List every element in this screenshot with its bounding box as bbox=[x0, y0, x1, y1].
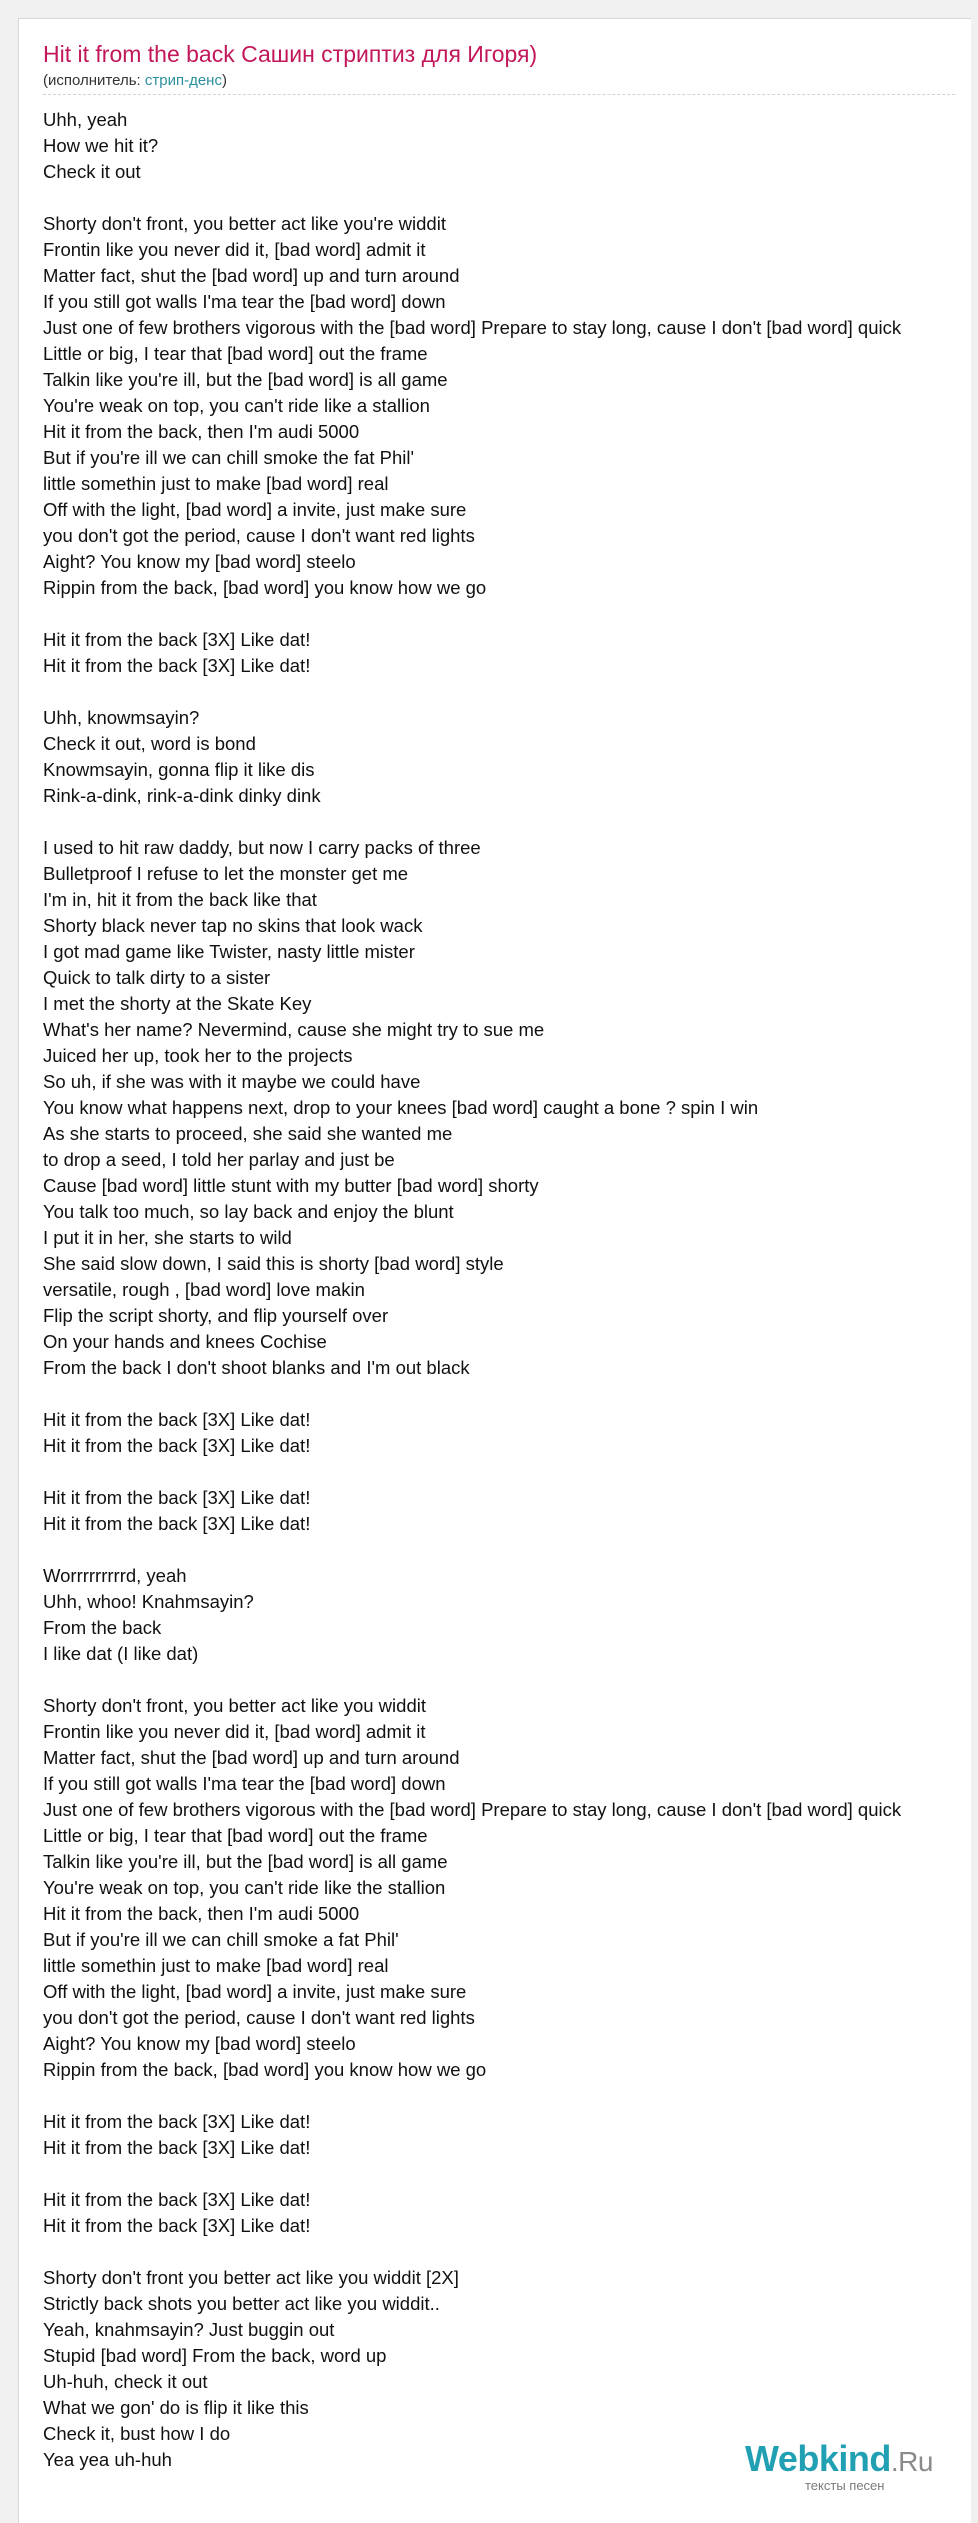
lyric-line: Little or big, I tear that [bad word] out the frame bbox=[43, 1825, 428, 1846]
lyric-line: Just one of few brothers vigorous with the [bad word] Prepare to stay long, cause I don't [bad word] quick bbox=[43, 317, 902, 338]
lyric-line: How we hit it? bbox=[43, 135, 159, 156]
lyric-line: From the back bbox=[43, 1617, 162, 1638]
lyric-line: you don't got the period, cause I don't want red lights bbox=[43, 2007, 475, 2028]
lyric-line: Hit it from the back [3X] Like dat! bbox=[43, 629, 311, 650]
lyric-line: Hit it from the back, then I'm audi 5000 bbox=[43, 1903, 360, 1924]
logo-wordmark bbox=[745, 2438, 933, 2480]
lyric-line: From the back I don't shoot blanks and I'm out black bbox=[43, 1357, 470, 1378]
stanza-break bbox=[43, 679, 901, 705]
lyric-line: But if you're ill we can chill smoke a fat Phil' bbox=[43, 1929, 399, 1950]
logo-tld: .Ru bbox=[890, 2446, 933, 2477]
stanza-break bbox=[43, 2161, 901, 2187]
lyric-line: Uhh, whoo! Knahmsayin? bbox=[43, 1591, 254, 1612]
lyric-line: Off with the light, [bad word] a invite, just make sure bbox=[43, 1981, 467, 2002]
lyric-line: Shorty don't front, you better act like you're widdit bbox=[43, 213, 446, 234]
artist-line bbox=[43, 72, 227, 89]
lyric-line: Aight? You know my [bad word] steelo bbox=[43, 551, 356, 572]
lyric-line: Frontin like you never did it, [bad word] admit it bbox=[43, 1721, 426, 1742]
stanza-break bbox=[43, 1459, 901, 1485]
logo-main-text: Webkind bbox=[745, 2438, 891, 2479]
lyric-line: If you still got walls I'ma tear the [bad word] down bbox=[43, 291, 446, 312]
lyric-line: Quick to talk dirty to a sister bbox=[43, 967, 271, 988]
stanza-break bbox=[43, 601, 901, 627]
lyric-line: You talk too much, so lay back and enjoy the blunt bbox=[43, 1201, 454, 1222]
lyric-line: Hit it from the back [3X] Like dat! bbox=[43, 2189, 311, 2210]
lyric-line: Hit it from the back [3X] Like dat! bbox=[43, 1513, 311, 1534]
lyric-line: Check it out bbox=[43, 161, 141, 182]
lyric-line: Off with the light, [bad word] a invite, just make sure bbox=[43, 499, 467, 520]
lyric-line: What's her name? Nevermind, cause she might try to sue me bbox=[43, 1019, 545, 1040]
lyric-line: You're weak on top, you can't ride like the stallion bbox=[43, 1877, 446, 1898]
lyric-line: On your hands and knees Cochise bbox=[43, 1331, 327, 1352]
artist-prefix: (исполнитель: bbox=[43, 72, 145, 89]
stanza-break bbox=[43, 809, 901, 835]
lyric-line: Cause [bad word] little stunt with my butter [bad word] shorty bbox=[43, 1175, 539, 1196]
lyric-line: Rippin from the back, [bad word] you know how we go bbox=[43, 577, 487, 598]
logo-subtitle: тексты песен bbox=[805, 2478, 885, 2493]
lyric-line: Hit it from the back [3X] Like dat! bbox=[43, 655, 311, 676]
stanza-break bbox=[43, 1537, 901, 1563]
lyric-line: But if you're ill we can chill smoke the fat Phil' bbox=[43, 447, 415, 468]
lyric-line: little somethin just to make [bad word] real bbox=[43, 473, 389, 494]
lyric-line: Shorty black never tap no skins that look wack bbox=[43, 915, 423, 936]
lyric-line: I put it in her, she starts to wild bbox=[43, 1227, 292, 1248]
lyric-line: Strictly back shots you better act like you widdit.. bbox=[43, 2293, 440, 2314]
lyric-line: Hit it from the back [3X] Like dat! bbox=[43, 1409, 311, 1430]
site-logo[interactable] bbox=[745, 2438, 957, 2498]
lyric-line: You know what happens next, drop to your knees [bad word] caught a bone ? spin I win bbox=[43, 1097, 759, 1118]
lyric-line: Knowmsayin, gonna flip it like dis bbox=[43, 759, 315, 780]
stanza-break bbox=[43, 1381, 901, 1407]
lyric-line: Shorty don't front you better act like you widdit [2X] bbox=[43, 2267, 459, 2288]
artist-suffix: ) bbox=[221, 72, 227, 89]
lyric-line: Hit it from the back [3X] Like dat! bbox=[43, 2137, 311, 2158]
lyric-line: Matter fact, shut the [bad word] up and turn around bbox=[43, 1747, 460, 1768]
lyric-line: Talkin like you're ill, but the [bad word] is all game bbox=[43, 369, 448, 390]
lyric-line: you don't got the period, cause I don't want red lights bbox=[43, 525, 475, 546]
lyric-line: Yeah, knahmsayin? Just buggin out bbox=[43, 2319, 335, 2340]
lyric-line: Yea yea uh-huh bbox=[43, 2449, 172, 2470]
lyrics-body bbox=[43, 107, 901, 2473]
lyric-line: I used to hit raw daddy, but now I carry packs of three bbox=[43, 837, 481, 858]
lyric-line: Just one of few brothers vigorous with the [bad word] Prepare to stay long, cause I don't [bad word] quick bbox=[43, 1799, 902, 1820]
stanza-break bbox=[43, 185, 901, 211]
lyric-line: Aight? You know my [bad word] steelo bbox=[43, 2033, 356, 2054]
lyric-line: Hit it from the back [3X] Like dat! bbox=[43, 2111, 311, 2132]
lyric-line: Hit it from the back [3X] Like dat! bbox=[43, 1435, 311, 1456]
lyric-line: As she starts to proceed, she said she wanted me bbox=[43, 1123, 453, 1144]
stanza-break bbox=[43, 2239, 901, 2265]
lyric-line: Hit it from the back, then I'm audi 5000 bbox=[43, 421, 360, 442]
lyric-line: What we gon' do is flip it like this bbox=[43, 2397, 309, 2418]
lyric-line: Flip the script shorty, and flip yourself over bbox=[43, 1305, 389, 1326]
lyric-line: I'm in, hit it from the back like that bbox=[43, 889, 317, 910]
lyric-line: Little or big, I tear that [bad word] out the frame bbox=[43, 343, 428, 364]
artist-link[interactable]: стрип-денс bbox=[144, 72, 222, 89]
lyric-line: I like dat (I like dat) bbox=[43, 1643, 199, 1664]
lyric-line: I met the shorty at the Skate Key bbox=[43, 993, 312, 1014]
lyric-line: Rippin from the back, [bad word] you know how we go bbox=[43, 2059, 487, 2080]
lyric-line: Check it out, word is bond bbox=[43, 733, 256, 754]
lyric-line: Rink-a-dink, rink-a-dink dinky dink bbox=[43, 785, 321, 806]
lyric-line: Hit it from the back [3X] Like dat! bbox=[43, 1487, 311, 1508]
lyric-line: to drop a seed, I told her parlay and just be bbox=[43, 1149, 395, 1170]
song-title: Hit it from the back Сашин стриптиз для Игоря) bbox=[43, 41, 538, 67]
lyric-line: If you still got walls I'ma tear the [bad word] down bbox=[43, 1773, 446, 1794]
lyric-line: Matter fact, shut the [bad word] up and turn around bbox=[43, 265, 460, 286]
lyric-line: versatile, rough , [bad word] love makin bbox=[43, 1279, 365, 1300]
lyric-line: Talkin like you're ill, but the [bad word] is all game bbox=[43, 1851, 448, 1872]
lyric-line: Check it, bust how I do bbox=[43, 2423, 231, 2444]
lyric-line: She said slow down, I said this is shorty [bad word] style bbox=[43, 1253, 504, 1274]
lyric-line: Bulletproof I refuse to let the monster get me bbox=[43, 863, 409, 884]
lyric-line: Shorty don't front, you better act like you widdit bbox=[43, 1695, 426, 1716]
content-panel bbox=[18, 18, 971, 2523]
lyric-line: little somethin just to make [bad word] real bbox=[43, 1955, 389, 1976]
lyric-line: Juiced her up, took her to the projects bbox=[43, 1045, 353, 1066]
lyric-line: So uh, if she was with it maybe we could have bbox=[43, 1071, 421, 1092]
lyric-line: Worrrrrrrrrd, yeah bbox=[43, 1565, 187, 1586]
stanza-break bbox=[43, 2083, 901, 2109]
lyric-line: Hit it from the back [3X] Like dat! bbox=[43, 2215, 311, 2236]
stanza-break bbox=[43, 1667, 901, 1693]
lyric-line: Uhh, knowmsayin? bbox=[43, 707, 200, 728]
title-divider bbox=[43, 94, 955, 95]
lyric-line: Uh-huh, check it out bbox=[43, 2371, 208, 2392]
lyric-line: Stupid [bad word] From the back, word up bbox=[43, 2345, 387, 2366]
lyric-line: Frontin like you never did it, [bad word] admit it bbox=[43, 239, 426, 260]
lyric-line: Uhh, yeah bbox=[43, 109, 128, 130]
lyric-line: I got mad game like Twister, nasty little mister bbox=[43, 941, 415, 962]
lyric-line: You're weak on top, you can't ride like a stallion bbox=[43, 395, 430, 416]
